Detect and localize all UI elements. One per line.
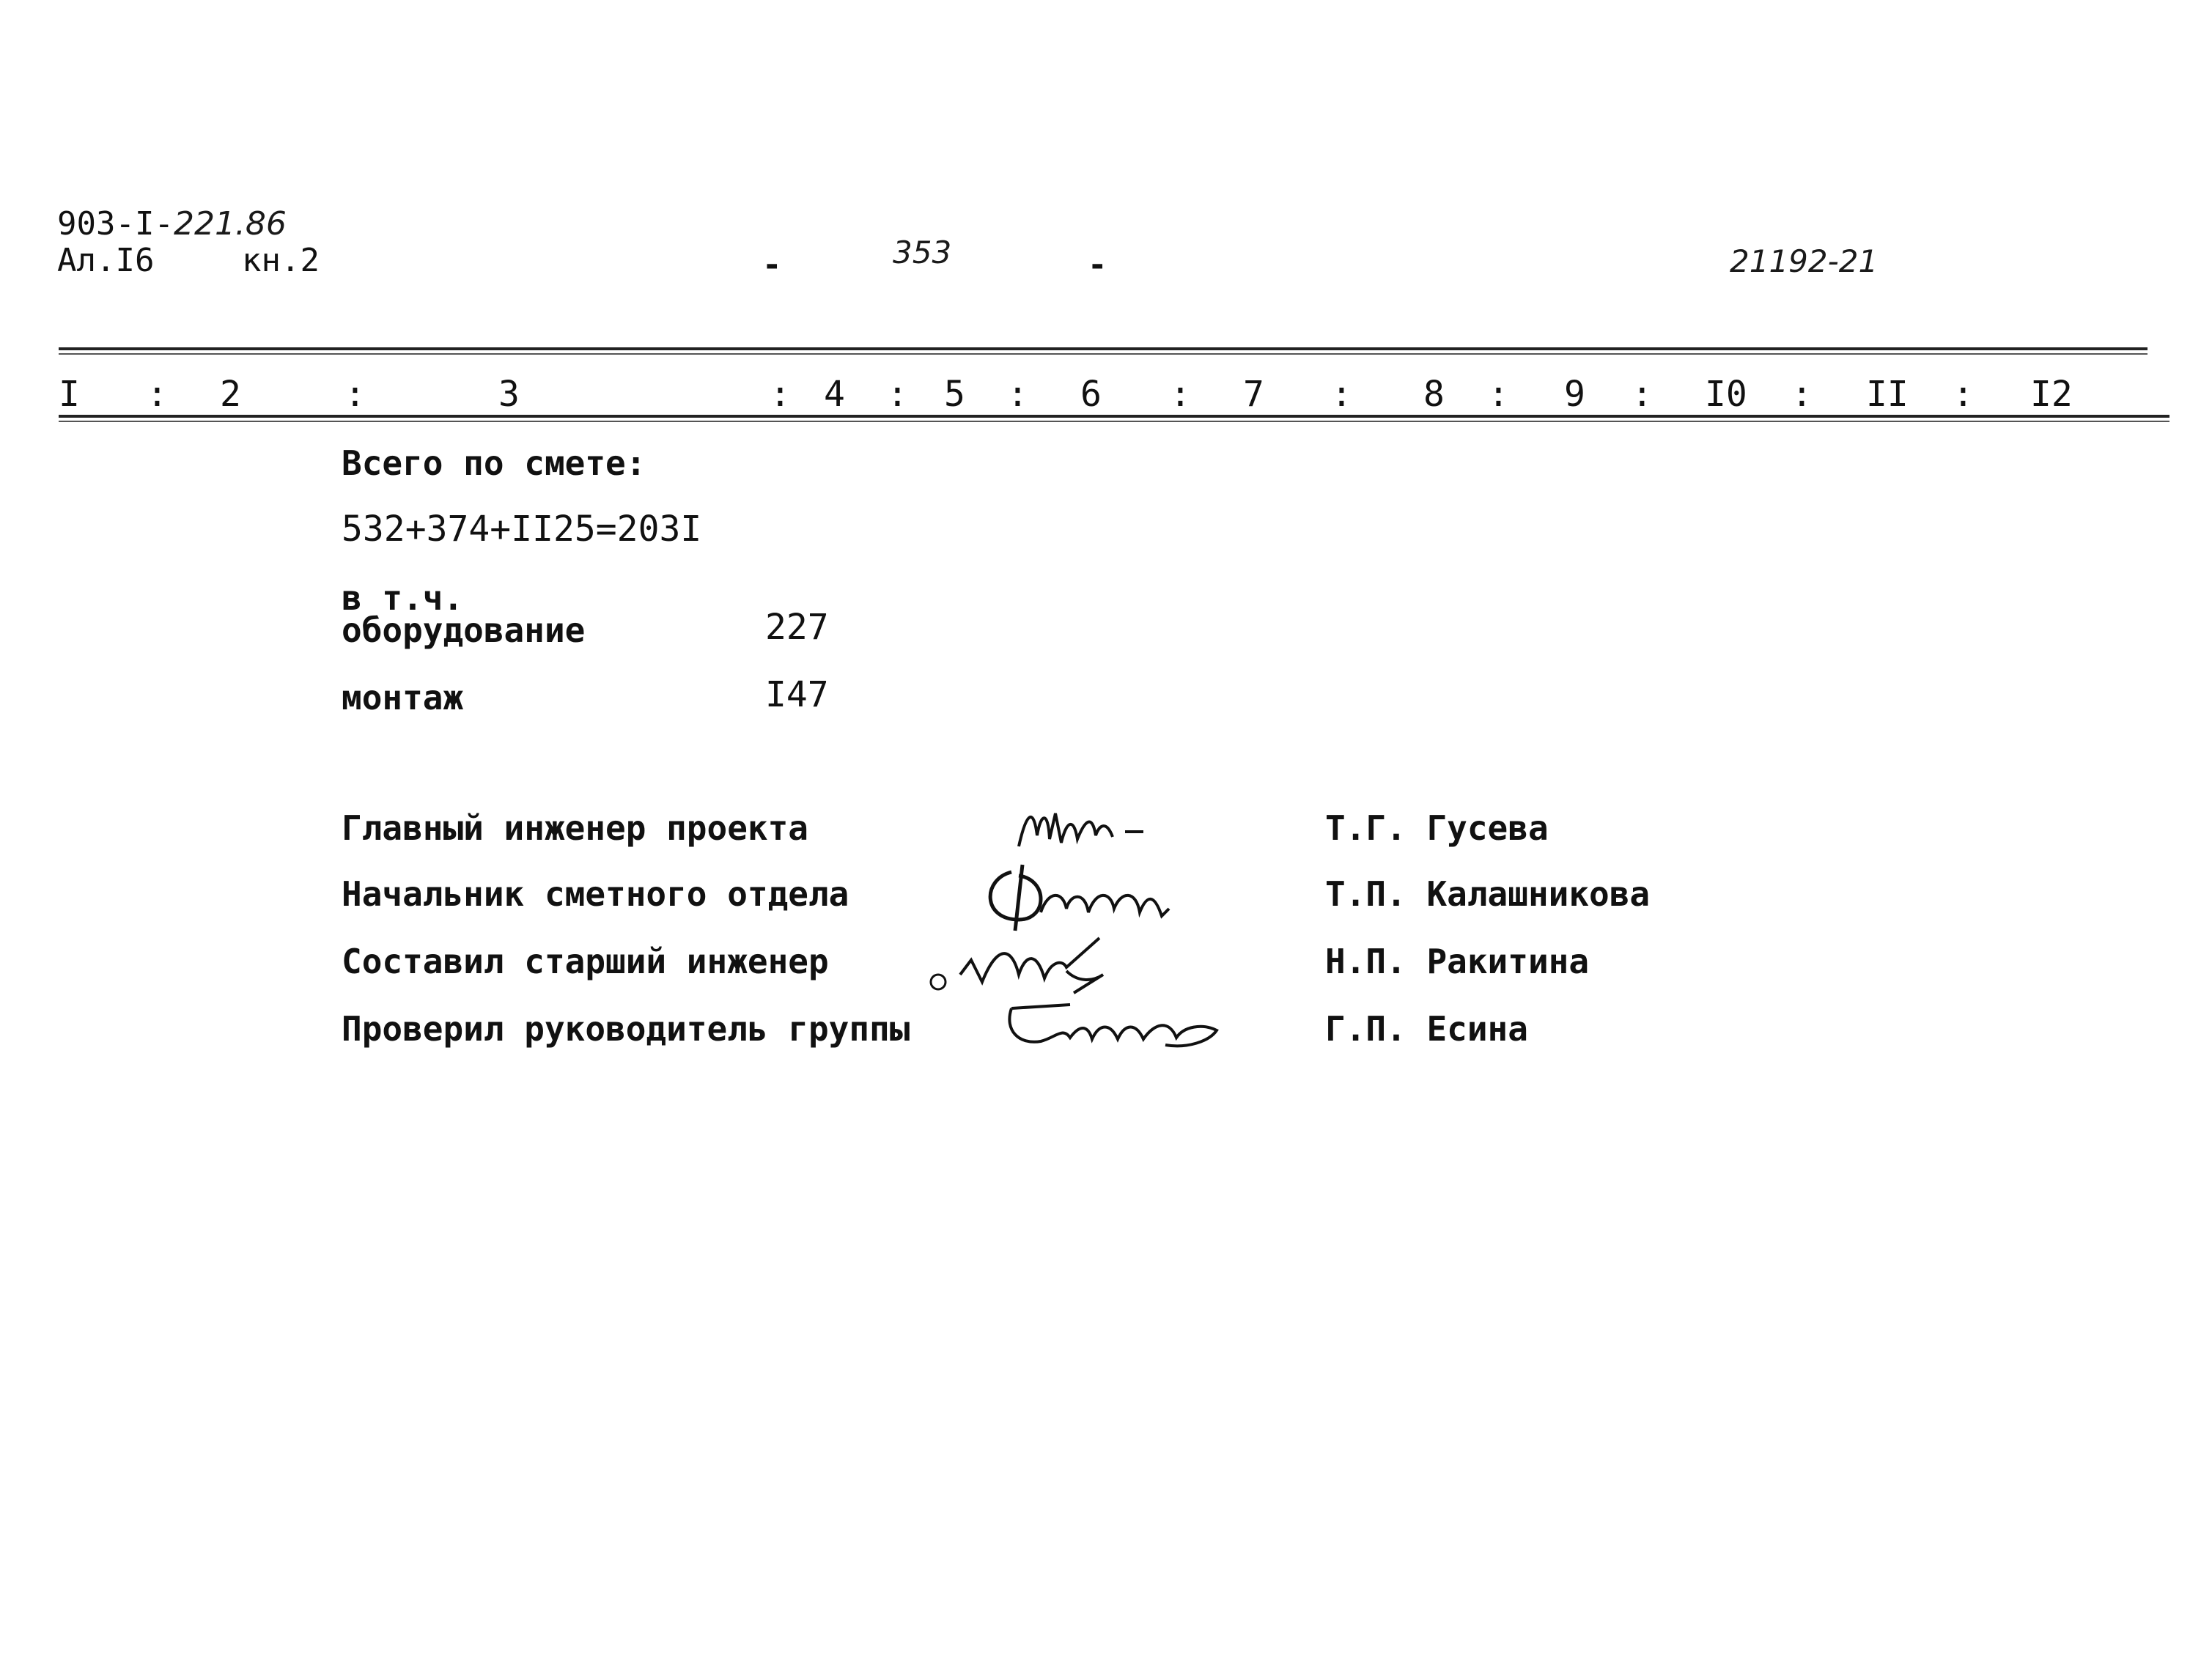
signature-role-3: Составил старший инженер	[342, 942, 829, 981]
totals-title: Всего по смете:	[342, 443, 646, 483]
installation-value: I47	[765, 674, 829, 715]
col-2: 2	[220, 374, 241, 415]
signature-role-1: Главный инженер проекта	[342, 808, 808, 848]
signature-4-image	[997, 986, 1246, 1060]
signature-role-2: Начальник сметного отдела	[342, 874, 849, 914]
col-12: I2	[2030, 374, 2073, 415]
col-sep: :	[1953, 374, 1974, 415]
col-11: II	[1866, 374, 1909, 415]
doc-code-handwritten: 221.86	[173, 205, 287, 243]
col-5: 5	[944, 374, 965, 415]
including-label: в т.ч.	[342, 578, 464, 618]
col-sep: :	[147, 374, 168, 415]
col-9: 9	[1564, 374, 1585, 415]
col-10: I0	[1705, 374, 1747, 415]
signature-name-2: Т.П. Калашникова	[1325, 874, 1651, 914]
signature-name-1: Т.Г. Гусева	[1325, 808, 1549, 848]
doc-code	[57, 207, 287, 242]
col-1: I	[59, 374, 80, 415]
col-3: 3	[498, 374, 520, 415]
order-number: 21192-21	[1730, 243, 1879, 279]
col-sep: :	[1007, 374, 1028, 415]
col-7: 7	[1243, 374, 1264, 415]
col-sep: :	[1632, 374, 1653, 415]
installation-label: монтаж	[342, 678, 464, 717]
equipment-value: 227	[765, 607, 829, 648]
col-sep: :	[1488, 374, 1509, 415]
header-bottom-rule	[59, 415, 2169, 418]
dash-left: -	[762, 246, 782, 284]
signature-name-3: Н.П. Ракитина	[1325, 942, 1590, 981]
col-sep: :	[770, 374, 791, 415]
header-bottom-rule-thin	[59, 421, 2169, 422]
col-6: 6	[1080, 374, 1102, 415]
signature-name-4: Г.П. Есина	[1325, 1009, 1528, 1049]
dash-right: -	[1088, 246, 1107, 284]
page-number: 353	[893, 234, 952, 270]
top-rule	[59, 347, 2148, 350]
col-sep: :	[887, 374, 908, 415]
equipment-label: оборудование	[342, 610, 586, 650]
col-4: 4	[824, 374, 845, 415]
book-number: кн.2	[242, 242, 320, 279]
col-sep: :	[344, 374, 366, 415]
totals-formula: 532+374+II25=203I	[342, 509, 702, 550]
col-8: 8	[1423, 374, 1445, 415]
album-number: Ал.I6	[57, 242, 155, 279]
col-sep: :	[1791, 374, 1813, 415]
signature-role-4: Проверил руководитель группы	[342, 1009, 910, 1049]
doc-code-prefix: 903-I-	[57, 205, 174, 243]
col-sep: :	[1170, 374, 1191, 415]
col-sep: :	[1331, 374, 1352, 415]
top-rule-thin	[59, 353, 2148, 355]
